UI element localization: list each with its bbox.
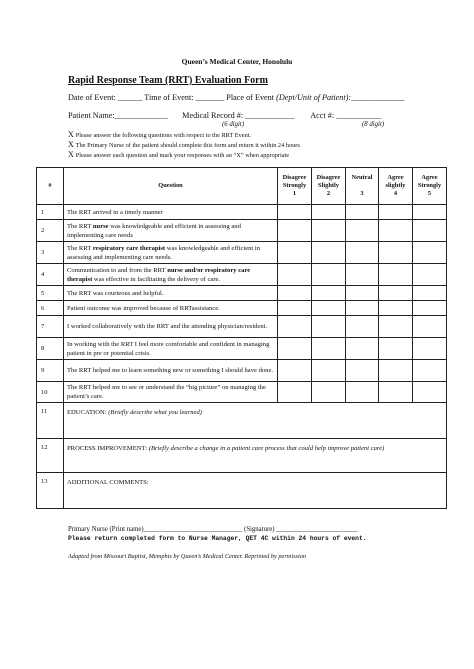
rating-cell-1[interactable] [278, 286, 312, 301]
rating-cell-3[interactable] [346, 264, 379, 286]
question-emphasis: nurse and/or respiratory care therapist [67, 266, 251, 283]
open-response-area[interactable] [64, 439, 447, 473]
question-fragment: The RRT helped me to learn something new or something I should have done. [67, 367, 274, 374]
instruction-1 [68, 130, 251, 139]
question-fragment: The RRT arrived in a timely manner [67, 208, 163, 216]
question-text [64, 220, 278, 242]
row-number: 3 [37, 242, 64, 264]
rating-cell-2[interactable] [312, 286, 346, 301]
header-number: # [37, 168, 64, 205]
question-fragment: In working with the RRT I feel more comfortable and confident in managing patient in pre or potential crisis. [67, 340, 270, 357]
open-question-rows [37, 403, 447, 509]
rating-cell-2[interactable] [312, 301, 346, 316]
scale-number: 5 [427, 190, 432, 197]
open-question-label: EDUCATION: [67, 409, 109, 416]
rating-cell-1[interactable] [278, 264, 312, 286]
scale-label: Disagree Strongly [282, 174, 307, 189]
rating-cell-4[interactable] [379, 382, 413, 403]
rating-cell-4[interactable] [379, 286, 413, 301]
medical-record-label: Medical Record #: [182, 111, 244, 120]
acct-field[interactable]: ___________ [336, 111, 382, 120]
question-text [64, 205, 278, 220]
rating-cell-5[interactable] [413, 360, 447, 382]
rating-cell-3[interactable] [346, 286, 379, 301]
row-number: 8 [37, 338, 64, 360]
row-number: 2 [37, 220, 64, 242]
rating-cell-4[interactable] [379, 264, 413, 286]
rating-cell-4[interactable] [379, 316, 413, 338]
question-fragment: The RRT [67, 222, 93, 230]
rating-cell-3[interactable] [346, 316, 379, 338]
scale-label: Neutral [351, 174, 373, 181]
medical-record-field[interactable]: ____________ [245, 111, 295, 120]
question-fragment: Patient outcome was improved because of RRTassistance. [67, 304, 220, 312]
question-fragment: Communication to and from the RRT [67, 266, 168, 274]
instruction-text: Please answer the following questions with respect to the RRT Event. [75, 132, 252, 139]
rating-cell-4[interactable] [379, 301, 413, 316]
date-field[interactable]: ______ [117, 93, 143, 102]
open-question-hint: (Briefly describe what you learned) [108, 409, 202, 416]
table-header-row [37, 168, 447, 205]
evaluation-table [36, 167, 447, 509]
question-emphasis: respiratory care therapist [92, 244, 166, 252]
header-scale-3 [346, 168, 379, 205]
open-row [37, 473, 447, 509]
scale-number: 3 [360, 190, 364, 197]
question-fragment: was effective in facilitating the delivery of care. [92, 275, 221, 283]
rating-cell-5[interactable] [413, 205, 447, 220]
rating-cell-5[interactable] [413, 242, 447, 264]
rating-cell-1[interactable] [278, 382, 312, 403]
rating-cell-5[interactable] [413, 382, 447, 403]
open-response-area[interactable] [64, 473, 447, 509]
question-fragment: The RRT helped me to see or understand the “big picture” on managing the patient’s care. [67, 384, 266, 400]
rating-cell-5[interactable] [413, 301, 447, 316]
rating-cell-2[interactable] [312, 316, 346, 338]
row-number: 1 [37, 205, 64, 220]
header-scale-1 [278, 168, 312, 205]
rating-cell-4[interactable] [379, 220, 413, 242]
rating-cell-1[interactable] [278, 316, 312, 338]
place-field[interactable]: _____________ [351, 93, 405, 102]
question-fragment: I worked collaboratively with the RRT and the attending physician/resident. [67, 323, 268, 330]
open-question-label: ADDITIONAL COMMENTS: [67, 479, 149, 486]
table-row [37, 264, 447, 286]
header-scale-2 [312, 168, 346, 205]
rating-cell-2[interactable] [312, 360, 346, 382]
x-mark-icon: X [68, 140, 74, 149]
time-field[interactable]: _______ [195, 93, 225, 102]
rating-cell-5[interactable] [413, 286, 447, 301]
table-row [37, 286, 447, 301]
question-emphasis: nurse [92, 222, 109, 230]
scale-number: 4 [393, 190, 398, 197]
open-question-hint: (Briefly describe a change in a patient care process that could help improve patient care) [148, 445, 385, 452]
row-number: 11 [37, 403, 64, 439]
acct-digit-hint: (8 digit) [362, 121, 385, 128]
row-number: 9 [37, 360, 64, 382]
rating-cell-5[interactable] [413, 264, 447, 286]
rating-cell-4[interactable] [379, 360, 413, 382]
rating-cell-3[interactable] [346, 338, 379, 360]
rating-cell-1[interactable] [278, 242, 312, 264]
question-fragment: was knowledgeable and efficient in assessing and implementing care needs [67, 222, 241, 239]
row-number: 6 [37, 301, 64, 316]
open-response-area[interactable] [64, 403, 447, 439]
rating-cell-3[interactable] [346, 382, 379, 403]
rating-cell-4[interactable] [379, 242, 413, 264]
row-number: 5 [37, 286, 64, 301]
row-number: 13 [37, 473, 64, 509]
rating-cell-1[interactable] [278, 205, 312, 220]
question-text [64, 360, 278, 382]
rating-cell-2[interactable] [312, 242, 346, 264]
table-row [37, 360, 447, 382]
table-row [37, 316, 447, 338]
row-number: 4 [37, 264, 64, 286]
scale-number: 2 [326, 190, 331, 197]
instruction-text: The Primary Nurse of the patient should complete this form and return it within 24 hours [75, 142, 300, 149]
row-number: 12 [37, 439, 64, 473]
x-mark-icon: X [68, 150, 74, 159]
table-row [37, 382, 447, 403]
rating-cell-2[interactable] [312, 382, 346, 403]
hospital-name: Queen’s Medical Center, Honolulu [181, 57, 293, 66]
table-row [37, 220, 447, 242]
open-row [37, 403, 447, 439]
patient-details-line [68, 111, 381, 120]
signature-line[interactable]: Primary Nurse (Print name)_____________________________ (Signature) ________________________ [68, 526, 358, 533]
instruction-text: Please answer each question and mark your responses with an “X” when appropriate [75, 152, 290, 159]
question-text [64, 382, 278, 403]
question-text [64, 264, 278, 286]
table-row [37, 338, 447, 360]
rating-cell-3[interactable] [346, 360, 379, 382]
rating-cell-4[interactable] [379, 205, 413, 220]
table-row [37, 301, 447, 316]
rating-cell-2[interactable] [312, 264, 346, 286]
question-text [64, 316, 278, 338]
scale-label: Agree slightly [385, 174, 406, 189]
scale-label: Disagree Slightly [316, 174, 341, 189]
instruction-2 [68, 140, 300, 149]
instruction-3 [68, 150, 289, 159]
rating-rows [37, 205, 447, 403]
open-question-label: PROCESS IMPROVEMENT: [67, 445, 149, 452]
header-scale-5 [413, 168, 447, 205]
acct-label: Acct #: [310, 111, 335, 120]
mr-digit-hint: (6 digit) [222, 121, 245, 128]
rating-cell-5[interactable] [413, 338, 447, 360]
rating-cell-4[interactable] [379, 338, 413, 360]
rating-cell-1[interactable] [278, 220, 312, 242]
scale-number: 1 [292, 190, 297, 197]
question-fragment: The RRT was courteous and helpful. [67, 289, 164, 297]
rating-cell-3[interactable] [346, 301, 379, 316]
rating-cell-5[interactable] [413, 220, 447, 242]
row-number: 10 [37, 382, 64, 403]
return-instructions: Please return completed form to Nurse Manager, QET 4C within 24 hours of event. [68, 535, 367, 542]
patient-name-label: Patient Name: [68, 111, 115, 120]
rating-cell-1[interactable] [278, 360, 312, 382]
rating-cell-3[interactable] [346, 242, 379, 264]
header-scale-4 [379, 168, 413, 205]
rating-cell-3[interactable] [346, 220, 379, 242]
question-text [64, 286, 278, 301]
place-label: Place of Event [226, 93, 275, 102]
scale-label: Agree Strongly [417, 174, 442, 189]
date-label: Date of Event: [68, 93, 116, 102]
rating-cell-1[interactable] [278, 301, 312, 316]
patient-name-field[interactable]: _____________ [114, 111, 168, 120]
rating-cell-5[interactable] [413, 316, 447, 338]
row-number: 7 [37, 316, 64, 338]
question-text [64, 242, 278, 264]
question-fragment: The RRT [67, 244, 93, 252]
rating-cell-2[interactable] [312, 220, 346, 242]
rating-cell-2[interactable] [312, 338, 346, 360]
table-row [37, 205, 447, 220]
place-hint: (Dept/Unit of Patient): [276, 93, 352, 102]
rating-cell-2[interactable] [312, 205, 346, 220]
table-row [37, 242, 447, 264]
event-details-line [68, 93, 404, 102]
form-title: Rapid Response Team (RRT) Evaluation Form [68, 75, 268, 86]
question-fragment: was knowledgeable and efficient in assessing and implementing care needs. [67, 244, 261, 261]
rating-cell-1[interactable] [278, 338, 312, 360]
adapted-credit: Adapted from Missouri Baptist, Memphis by Queen’s Medical Center. Reprinted by permission [68, 553, 307, 560]
time-label: Time of Event: [144, 93, 194, 102]
rating-cell-3[interactable] [346, 205, 379, 220]
question-text [64, 338, 278, 360]
header-question: Question [64, 168, 278, 205]
open-row [37, 439, 447, 473]
x-mark-icon: X [68, 130, 74, 139]
question-text [64, 301, 278, 316]
